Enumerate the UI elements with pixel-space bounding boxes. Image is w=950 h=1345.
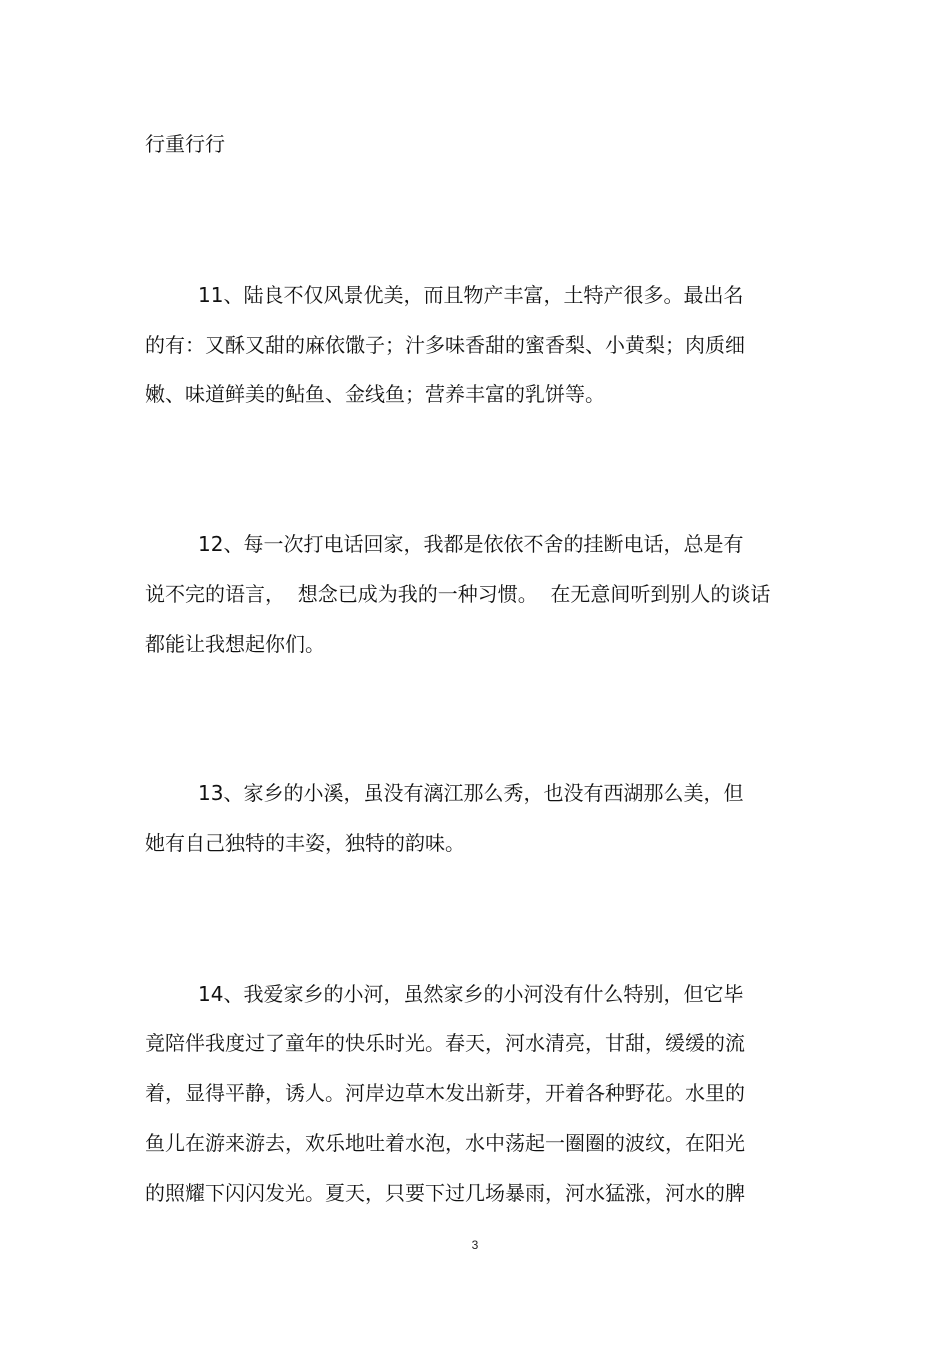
text-line: 竟陪伴我度过了童年的快乐时光。春天，河水清亮，甘甜，缓缓的流	[145, 1031, 745, 1055]
text-line: 12、每一次打电话回家，我都是依依不舍的挂断电话，总是有	[198, 532, 744, 556]
text-line: 的照耀下闪闪发光。夏天，只要下过几场暴雨，河水猛涨，河水的脾	[145, 1181, 745, 1205]
text-line: 说不完的语言， 想念已成为我的一种习惯。 在无意间听到别人的谈话	[145, 582, 771, 606]
page-number: 3	[471, 1238, 479, 1252]
text-line: 着，显得平静，诱人。河岸边草木发出新芽，开着各种野花。水里的	[145, 1081, 745, 1105]
text-line: 14、我爱家乡的小河，虽然家乡的小河没有什么特别，但它毕	[198, 982, 744, 1006]
text-line: 鱼儿在游来游去，欢乐地吐着水泡，水中荡起一圈圈的波纹，在阳光	[145, 1131, 745, 1155]
text-line: 她有自己独特的丰姿，独特的韵味。	[145, 831, 465, 855]
text-line: 13、家乡的小溪，虽没有漓江那么秀，也没有西湖那么美，但	[198, 781, 744, 805]
text-line: 嫩、味道鲜美的鲇鱼、金线鱼；营养丰富的乳饼等。	[145, 382, 605, 406]
text-line: 行重行行	[145, 132, 225, 156]
text-line: 11、陆良不仅风景优美，而且物产丰富，土特产很多。最出名	[198, 283, 744, 307]
text-line: 都能让我想起你们。	[145, 632, 325, 656]
text-line: 的有：又酥又甜的麻依馓子；汁多味香甜的蜜香梨、小黄梨；肉质细	[145, 333, 745, 357]
